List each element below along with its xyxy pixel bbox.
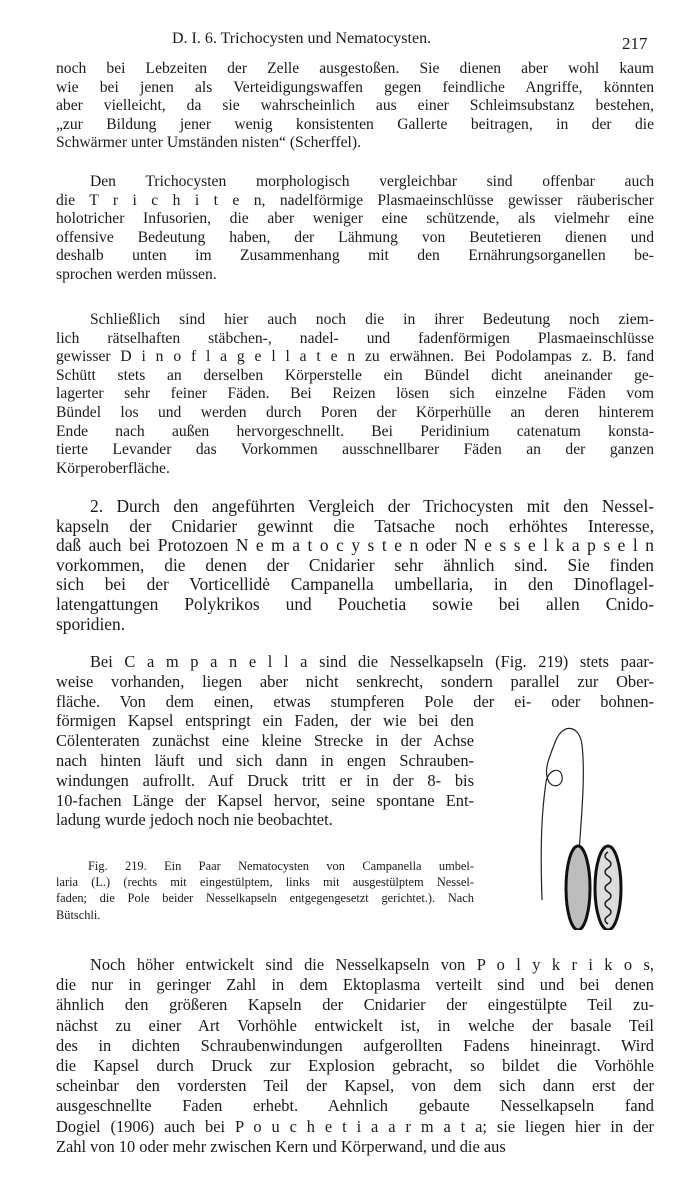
running-title: D. I. 6. Trichocysten und Nematocysten. [172, 30, 432, 47]
text-line: weise vorhanden, liegen aber nicht senkrecht, sondern parallel zur Ober- [56, 671, 654, 691]
text-line: ähnlich den größeren Kapseln der Cnidarier der eingestülpte Teil zu- [56, 995, 654, 1015]
text-line: Körperoberfläche. [56, 459, 170, 477]
text-line: ladung wurde jedoch noch nie beobachtet. [56, 810, 333, 830]
text-line: sich bei der Vorticellidė Campanella umbellaria, in den Dinoflagel- [56, 574, 654, 595]
text-line: Ende nach außen hervorgeschnellt. Bei Peridinium catenatum konsta- [56, 422, 654, 440]
text-line: tierte Levander das Vorkommen ausschnellbarer Fäden an der ganzen [56, 441, 654, 459]
text-line: aber vielleicht, da sie wahrscheinlich aus einer Schleimsubstanz bestehen, [56, 97, 654, 115]
text-line: lich rätselhaften stäbchen-, nadel- und fadenförmigen Plasmaeinschlüsse [56, 329, 654, 347]
text-line: Bündel los und werden durch Poren der Körperhülle an deren hinterem [56, 403, 654, 421]
text-line: wie bei jenen als Verteidigungswaffen gegen feindliche Angriffe, könnten [56, 78, 654, 96]
text-line: holotricher Infusorien, die aber weniger eine schützende, als vielmehr eine [56, 210, 654, 228]
text-line: Dogiel (1906) auch bei P o u c h e t i a a r m a t a; sie liegen hier in der [56, 1116, 654, 1136]
text-line: gewisser D i n o f l a g e l l a t e n zu erwähnen. Bei Podolampas z. B. fand [56, 348, 654, 366]
text-line: ausgeschnellte Faden erhebt. Aehnlich gebaute Nesselkapseln fand [56, 1096, 654, 1116]
text-line: fläche. Von dem einen, etwas stumpferen Pole der ei- oder bohnen- [56, 691, 654, 711]
text-line: daß auch bei Protozoen N e m a t o c y s t e n oder N e s s e l k a p s e l n [56, 535, 654, 556]
page-number: 217 [622, 34, 648, 53]
text-line: „zur Bildung jener wenig konsistenten Gallerte beitragen, in der die [56, 115, 654, 133]
text-line: förmigen Kapsel entspringt ein Faden, der wie bei den [56, 711, 474, 731]
text-line: die Kapsel durch Druck zur Explosion gebracht, so bildet die Vorhöhle [56, 1056, 654, 1076]
text-line: Den Trichocysten morphologisch vergleichbar sind offenbar auch [90, 173, 654, 190]
text-line: Bei C a m p a n e l l a sind die Nesselkapseln (Fig. 219) stets paar- [90, 652, 654, 671]
text-line: kapseln der Cnidarier gewinnt die Tatsache noch erhöhtes Interesse, [56, 515, 654, 536]
paragraph-1 [56, 60, 654, 153]
text-line: nächst zu einer Art Vorhöhle entwickelt ist, in welche der basale Teil [56, 1015, 654, 1035]
text-line: Schütt stets an derselben Körperstelle ein Bündel dicht aneinander ge- [56, 366, 654, 384]
text-line: sporidien. [56, 613, 126, 634]
paragraph-4 [56, 497, 654, 634]
text-line: lagerter sehr feiner Fäden. Bei Reizen lösen sich einzelne Fäden vom [56, 385, 654, 403]
text-line: sprochen werden müssen. [56, 265, 217, 283]
text-line: deshalb unten im Zusammenhang mit den Ernährungsorganellen be- [56, 247, 654, 265]
figure-caption [56, 858, 474, 923]
text-line: laria (L.) (rechts mit eingestülptem, links mit ausgestülptem Nessel- [56, 875, 474, 890]
text-line: die T r i c h i t e n, nadelförmige Plasmaeinschlüsse gewisser räuberischer [56, 191, 654, 209]
paragraph-2 [56, 173, 654, 285]
text-line: Schwärmer unter Umständen nisten“ (Scherffel). [56, 134, 361, 152]
text-line: des in dichten Schraubenwindungen aufgerollten Fadens hineinragt. Wird [56, 1035, 654, 1055]
paragraph-6 [56, 955, 654, 1157]
text-line: noch bei Lebzeiten der Zelle ausgestoßen. Sie dienen aber wohl kaum [56, 60, 654, 77]
text-line: scheinbar den vordersten Teil der Kapsel, von dem sich dann erst der [56, 1076, 654, 1096]
text-line: Cölenteraten zunächst eine kleine Strecke in der Achse [56, 731, 474, 751]
text-line: faden; die Pole beider Nesselkapseln entgegengesetzt gerichtet.). Nach [56, 891, 474, 906]
text-line: Zahl von 10 oder mehr zwischen Kern und Körperwand, und die aus [56, 1136, 506, 1156]
text-line: Schließlich sind hier auch noch die in ihrer Bedeutung noch ziem- [90, 311, 654, 328]
text-line: windungen aufrollt. Auf Druck tritt er in der 8- bis [56, 770, 474, 790]
text-line: nach hinten läuft und sich dann in engen Schrauben- [56, 750, 474, 770]
text-line: offensive Bedeutung haben, der Lähmung von Beutetieren dienen und [56, 228, 654, 246]
text-line: latengattungen Polykrikos und Pouchetia sowie bei allen Cnido- [56, 593, 654, 614]
text-line: 2. Durch den angeführten Vergleich der Trichocysten mit den Nessel- [90, 496, 654, 516]
nematocyst-illustration-icon [540, 720, 650, 934]
text-line: vorkommen, die denen der Cnidarier sehr ähnlich sind. Sie finden [56, 554, 654, 575]
paragraph-3 [56, 311, 654, 478]
text-line: 10-fachen Länge der Kapsel hervor, seine spontane Ent- [56, 790, 474, 810]
text-line: Fig. 219. Ein Paar Nematocysten von Campanella umbel- [88, 859, 474, 873]
text-line: die nur in geringer Zahl in dem Ektoplasma verteilt sind und bei denen [56, 975, 654, 995]
text-line: Bütschli. [56, 907, 101, 922]
text-line: Noch höher entwickelt sind die Nesselkapseln von P o l y k r i k o s, [90, 955, 654, 974]
